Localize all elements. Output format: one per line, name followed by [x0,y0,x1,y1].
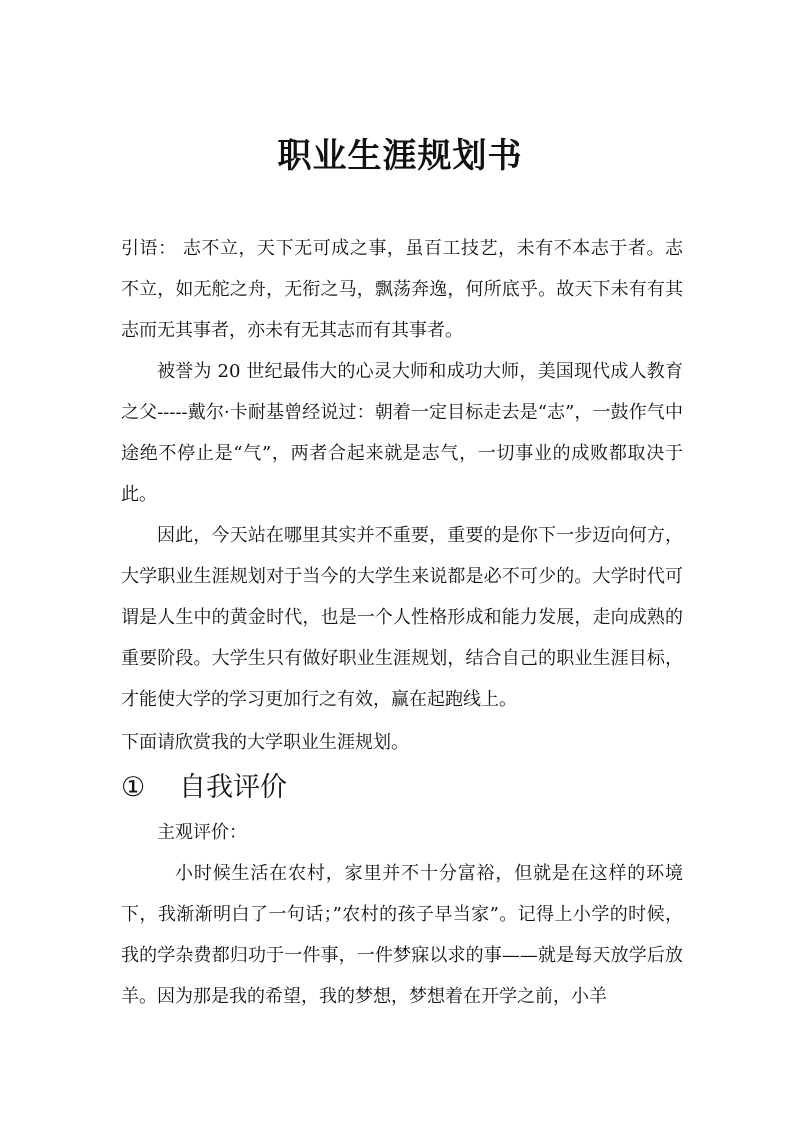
intro-paragraph: 引语： 志不立，天下无可成之事，虽百工技艺，未有不本志于者。志不立，如无舵之舟，无衔之马，飘荡奔逸，何所底乎。故天下未有有其志而无其事者，亦未有无其志而有其事者。 [121,238,683,341]
transition-paragraph: 下面请欣赏我的大学职业生涯规划。 [121,732,409,753]
childhood-paragraph: 小时候生活在农村，家里并不十分富裕，但就是在这样的环境下，我渐渐明白了一句话；”农村的孩子早当家”。记得上小学的时候，我的学杂费都归功于一件事，一件梦寐以求的事——就是每天放学后放羊。因为那是我的希望，我的梦想，梦想着在开学之前，小羊 [121,863,683,1007]
importance-paragraph: 因此，今天站在哪里其实并不重要，重要的是你下一步迈向何方，大学职业生涯规划对于当今的大学生来说都是必不可少的。大学时代可谓是人生中的黄金时代，也是一个人性格形成和能力发展，走向成熟的重要阶段。大学生只有做好职业生涯规划，结合自己的职业生涯目标，才能使大学的学习更加行之有效，赢在起跑线上。 [121,525,683,710]
document-title: 职业生涯规划书 [277,136,523,176]
section-number: ① [121,772,146,803]
subheading-subjective-evaluation: 主观评价： [157,822,247,843]
section-heading-self-evaluation [121,768,287,808]
carnegie-quote-paragraph: 被誉为 20 世纪最伟大的心灵大师和成功大师，美国现代成人教育之父-----戴尔·卡耐基曾经说过：朝着一定目标走去是“志”，一鼓作气中途绝不停止是“气”，两者合起来就是志气，一切事业的成败都取决于此。 [121,361,683,505]
section-title: 自我评价 [179,772,287,803]
